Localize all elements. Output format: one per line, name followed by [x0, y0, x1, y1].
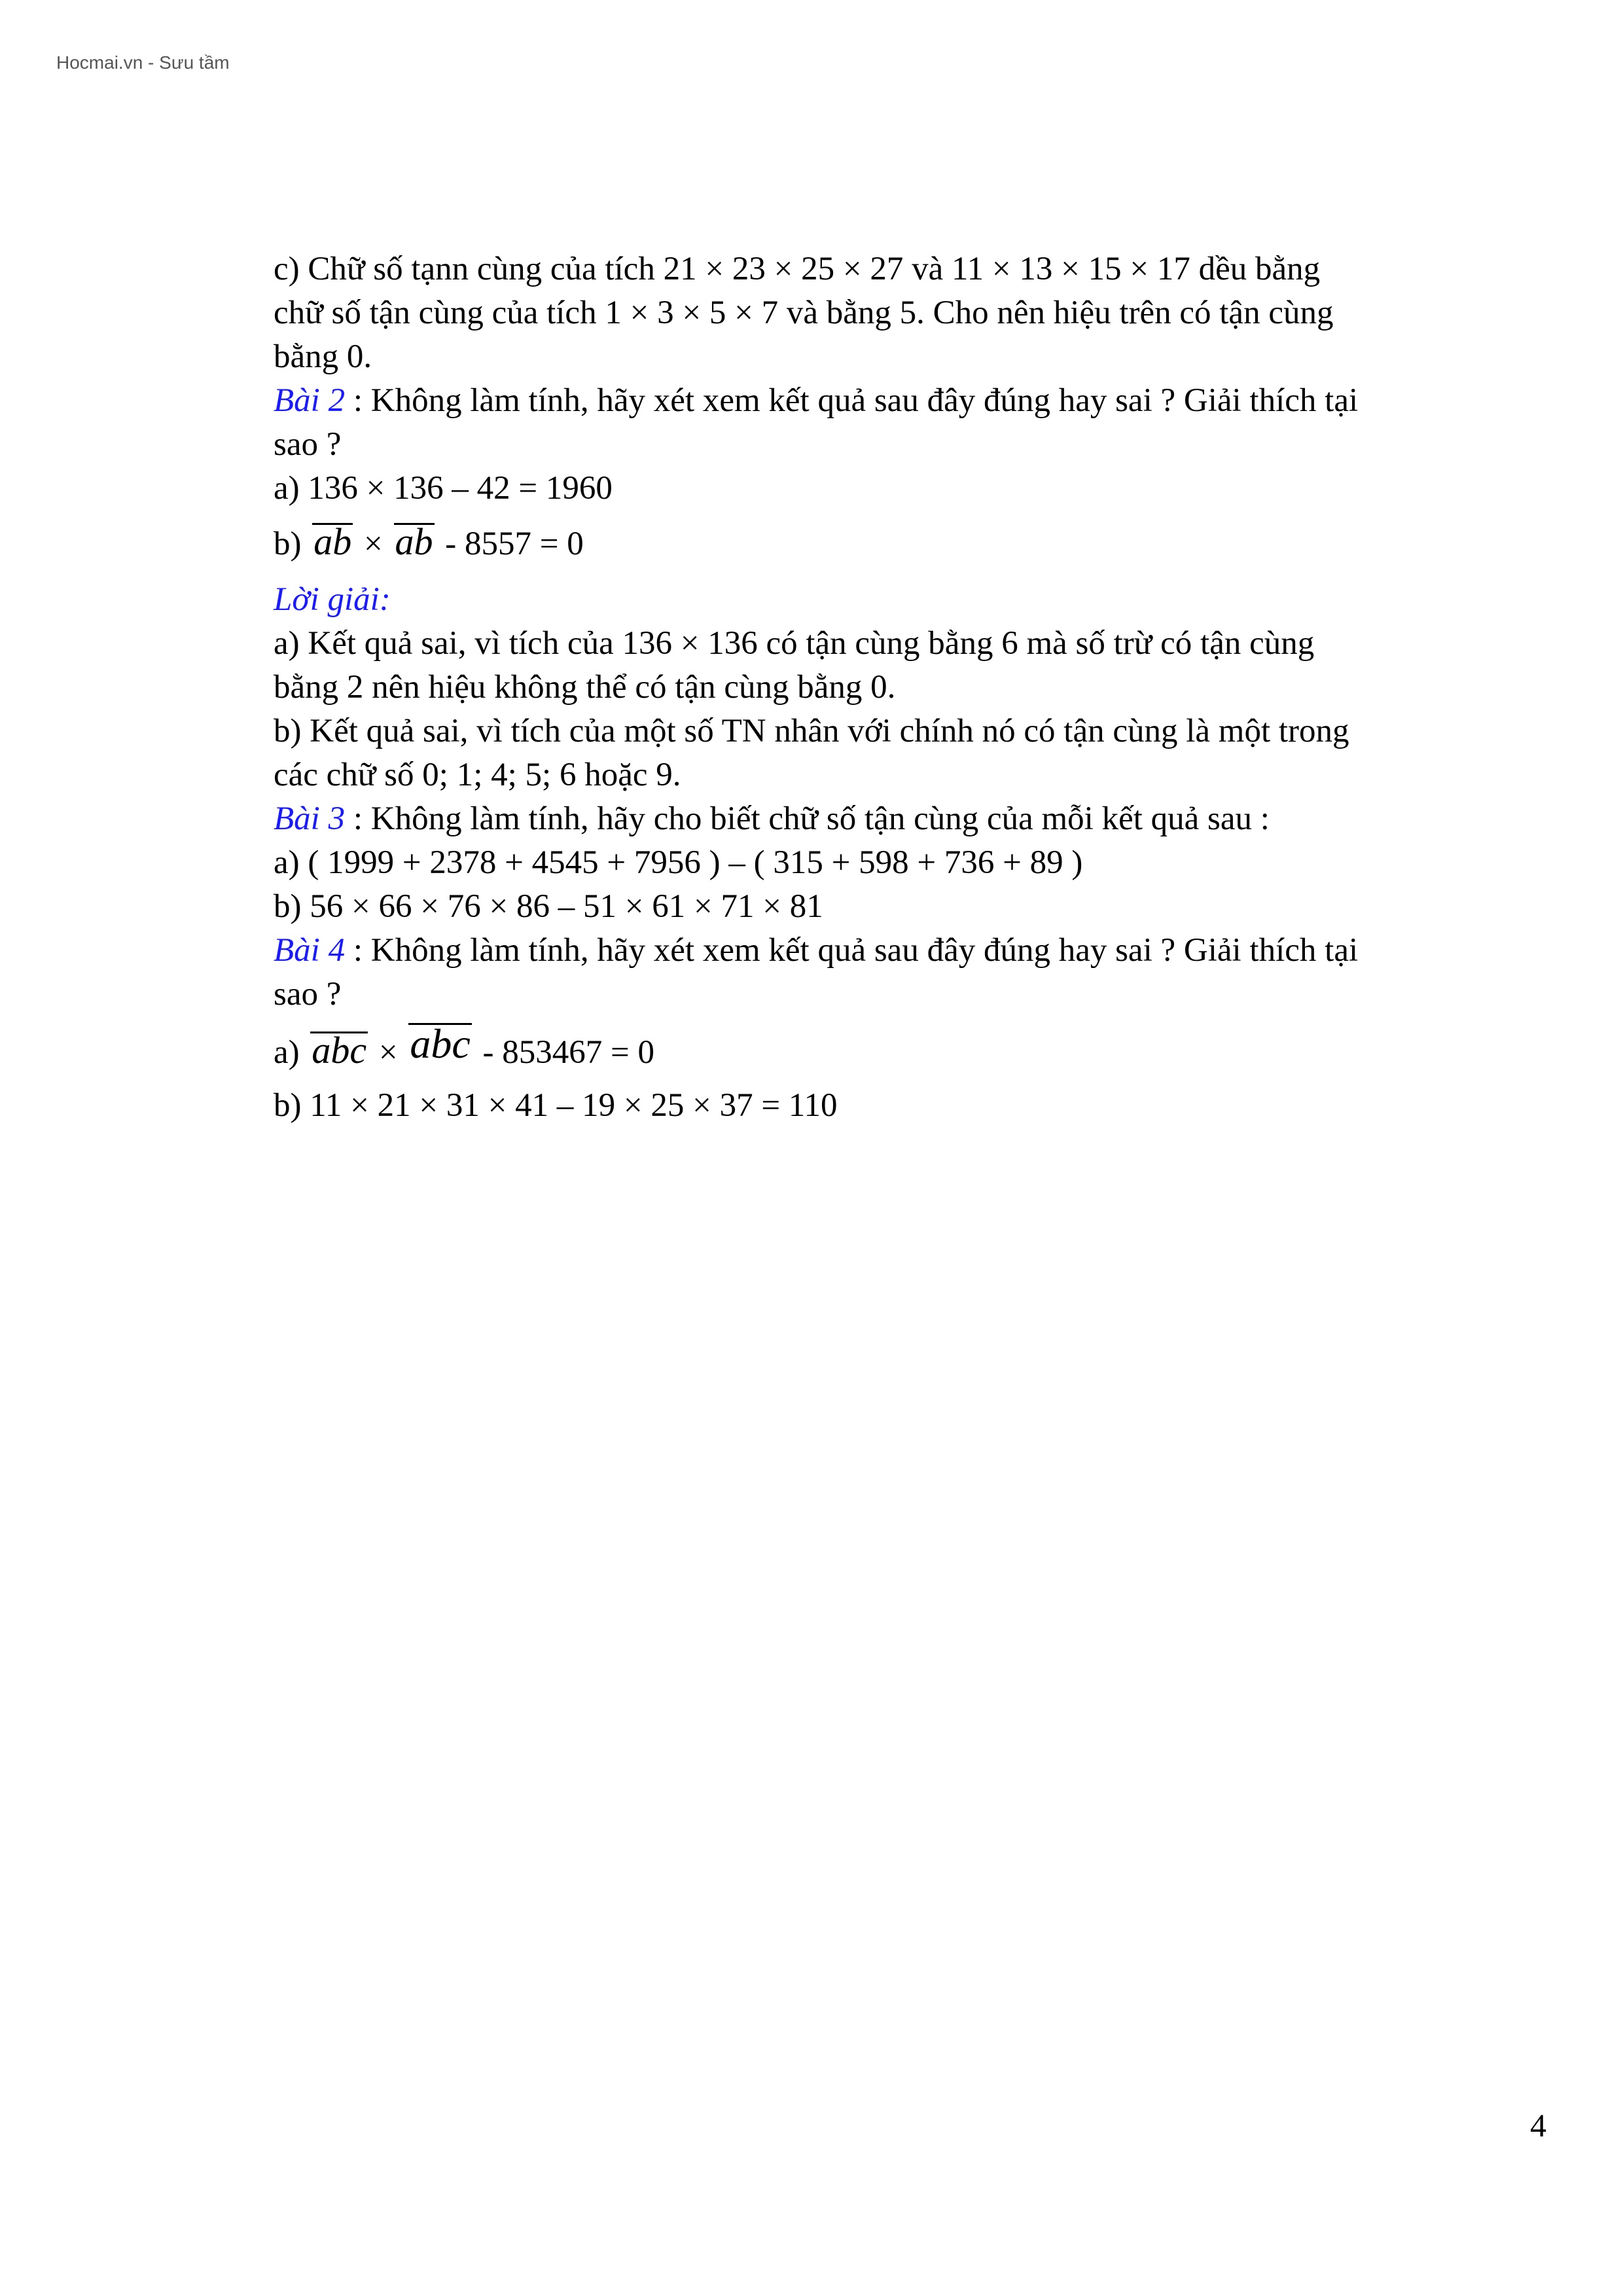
page-number: 4 — [1530, 2107, 1546, 2144]
math-line — [274, 1016, 1556, 1084]
solution-colon: : — [379, 581, 391, 618]
overline-number: ab — [313, 520, 352, 563]
text-line: a) 136 × 136 – 42 = 1960 — [274, 470, 613, 507]
text-line: sao ? — [274, 426, 342, 463]
exercise-4-heading — [274, 929, 1556, 973]
text-line: b) Kết quả sai, vì tích của một số TN nhân với chính nó có tận cùng là một trong — [274, 713, 1349, 749]
times-symbol: × — [378, 1034, 398, 1071]
text-line: b) 56 × 66 × 76 × 86 – 51 × 61 × 71 × 81 — [274, 888, 823, 925]
item-prefix: a) — [274, 1034, 300, 1071]
math-line — [274, 511, 1556, 578]
text-line: chữ số tận cùng của tích 1 × 3 × 5 × 7 và bằng 5. Cho nên hiệu trên có tận cùng — [274, 295, 1334, 331]
page-header: Hocmai.vn - Sưu tầm — [56, 52, 230, 73]
solution-heading — [274, 578, 1556, 622]
overline-number: abc — [312, 1029, 367, 1071]
solution-label: Lời giải — [274, 581, 380, 618]
text-line: bằng 2 nên hiệu không thể có tận cùng bằng 0. — [274, 669, 896, 706]
text-line: sao ? — [274, 976, 342, 1013]
text-line: c) Chữ số tạnn cùng của tích 21 × 23 × 25 × 27 và 11 × 13 × 15 × 17 dều bằng — [274, 251, 1321, 287]
text-line: các chữ số 0; 1; 4; 5; 6 hoặc 9. — [274, 757, 681, 793]
exercise-label: Bài 2 — [274, 382, 346, 419]
text-line: a) ( 1999 + 2378 + 4545 + 7956 ) – ( 315 + 598 + 736 + 89 ) — [274, 844, 1083, 881]
item-prefix: b) — [274, 526, 302, 562]
text-line: bằng 0. — [274, 338, 372, 375]
exercise-label: Bài 4 — [274, 932, 346, 969]
exercise-text: : Không làm tính, hãy cho biết chữ số tận cùng của mỗi kết quả sau : — [345, 800, 1270, 837]
exercise-text: : Không làm tính, hãy xét xem kết quả sau đây đúng hay sai ? Giải thích tại — [345, 382, 1359, 419]
exercise-3-heading — [274, 797, 1556, 841]
exercise-text: : Không làm tính, hãy xét xem kết quả sau đây đúng hay sai ? Giải thích tại — [345, 932, 1359, 969]
overline-number: abc — [410, 1020, 471, 1067]
equation-rest: - 8557 = 0 — [445, 526, 584, 562]
times-symbol: × — [363, 526, 383, 562]
exercise-label: Bài 3 — [274, 800, 346, 837]
exercise-2-heading — [274, 379, 1556, 423]
text-line: a) Kết quả sai, vì tích của 136 × 136 có tận cùng bằng 6 mà số trừ có tận cùng — [274, 625, 1315, 662]
text-line: b) 11 × 21 × 31 × 41 – 19 × 25 × 37 = 110 — [274, 1087, 838, 1124]
equation-rest: - 853467 = 0 — [482, 1034, 655, 1071]
overline-number: ab — [395, 520, 433, 563]
document-body — [274, 247, 1556, 1128]
